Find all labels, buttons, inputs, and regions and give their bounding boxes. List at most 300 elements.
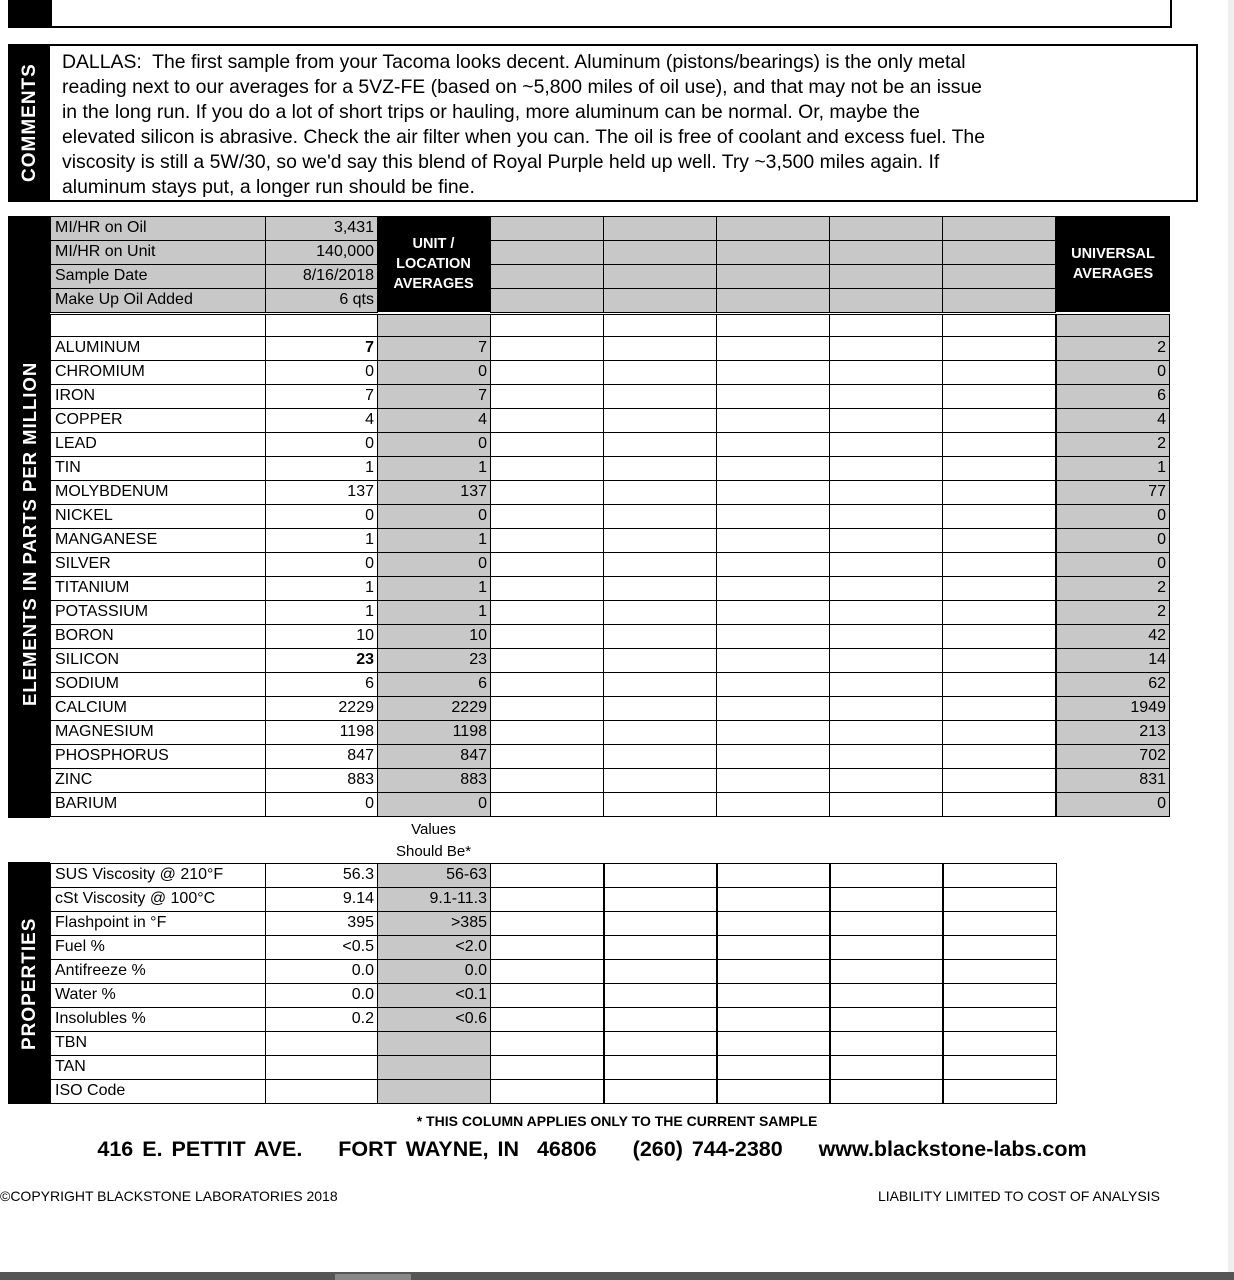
footnote: * THIS COLUMN APPLIES ONLY TO THE CURRENT SAMPLE [416, 1113, 818, 1129]
empty-sample-cell [942, 720, 1056, 745]
info-value: 3,431 [265, 216, 378, 241]
property-name: cSt Viscosity @ 100°C [50, 887, 266, 912]
property-name: Antifreeze % [50, 959, 266, 984]
empty-sample-cell [716, 600, 830, 625]
empty-sample-cell [716, 384, 830, 409]
empty-sample-cell [829, 552, 943, 577]
empty-sample-cell [829, 360, 943, 385]
element-name: ZINC [50, 768, 266, 793]
empty-sample-cell [942, 983, 1057, 1008]
element-value: 10 [265, 624, 378, 649]
element-universal-average: 0 [1056, 360, 1170, 385]
empty-sample-cell [829, 480, 943, 505]
element-unit-average: 23 [377, 648, 491, 673]
empty-sample-cell [829, 983, 944, 1008]
empty-sample-cell [829, 1031, 944, 1056]
empty-sample-cell [490, 336, 604, 361]
element-name: LEAD [50, 432, 266, 457]
property-should-be [377, 1079, 491, 1104]
empty-sample-cell [716, 648, 830, 673]
element-value: 0 [265, 792, 378, 817]
property-should-be [377, 1031, 491, 1056]
blank-row-cell [490, 314, 604, 337]
element-unit-average: 1 [377, 576, 491, 601]
element-unit-average: 0 [377, 432, 491, 457]
empty-sample-cell [942, 528, 1056, 553]
empty-sample-cell [716, 216, 830, 241]
empty-sample-cell [829, 911, 944, 936]
element-universal-average: 702 [1056, 744, 1170, 769]
empty-sample-cell [942, 288, 1056, 313]
empty-sample-cell [942, 1055, 1057, 1080]
empty-sample-cell [829, 935, 944, 960]
empty-sample-cell [490, 456, 604, 481]
empty-sample-cell [829, 600, 943, 625]
property-should-be [377, 1055, 491, 1080]
element-value: 7 [265, 384, 378, 409]
empty-sample-cell [942, 264, 1056, 289]
empty-sample-cell [829, 264, 943, 289]
empty-sample-cell [490, 552, 604, 577]
empty-sample-cell [603, 1079, 718, 1104]
property-should-be: 0.0 [377, 959, 491, 984]
empty-sample-cell [716, 336, 830, 361]
empty-sample-cell [942, 911, 1057, 936]
empty-sample-cell [490, 983, 605, 1008]
empty-sample-cell [603, 480, 717, 505]
values-should-be-header: Should Be* [395, 843, 472, 860]
empty-sample-cell [829, 384, 943, 409]
property-name: Flashpoint in °F [50, 911, 266, 936]
top-side-bar [8, 0, 50, 28]
empty-sample-cell [942, 1031, 1057, 1056]
property-value: 395 [265, 911, 378, 936]
empty-sample-cell [716, 983, 831, 1008]
empty-sample-cell [942, 863, 1057, 888]
comment-line: DALLAS: The first sample from your Tacoma looks decent. Aluminum (pistons/bearings) is the only metal [62, 51, 966, 73]
element-name: BARIUM [50, 792, 266, 817]
info-label: MI/HR on Oil [50, 216, 266, 241]
unit-location-averages-header: UNIT / LOCATION AVERAGES [377, 216, 490, 312]
element-universal-average: 14 [1056, 648, 1170, 673]
comments-text [62, 50, 1062, 200]
property-value [265, 1055, 378, 1080]
property-name: ISO Code [50, 1079, 266, 1104]
property-value [265, 1079, 378, 1104]
element-name: COPPER [50, 408, 266, 433]
empty-sample-cell [942, 576, 1056, 601]
element-universal-average: 77 [1056, 480, 1170, 505]
element-name: NICKEL [50, 504, 266, 529]
elements-side-label: ELEMENTS IN PARTS PER MILLION [19, 361, 40, 706]
element-unit-average: 847 [377, 744, 491, 769]
empty-sample-cell [829, 672, 943, 697]
element-value: 7 [265, 336, 378, 361]
empty-sample-cell [603, 1031, 718, 1056]
empty-sample-cell [716, 504, 830, 529]
empty-sample-cell [942, 1007, 1057, 1032]
empty-sample-cell [942, 456, 1056, 481]
element-name: POTASSIUM [50, 600, 266, 625]
element-unit-average: 1 [377, 528, 491, 553]
element-unit-average: 0 [377, 504, 491, 529]
empty-sample-cell [490, 648, 604, 673]
empty-sample-cell [490, 432, 604, 457]
element-value: 0 [265, 432, 378, 457]
empty-sample-cell [942, 792, 1056, 817]
empty-sample-cell [716, 792, 830, 817]
comment-line: viscosity is still a 5W/30, so we'd say this blend of Royal Purple held up well. Try ~3,500 miles again. If [62, 151, 940, 173]
empty-sample-cell [829, 887, 944, 912]
element-unit-average: 0 [377, 552, 491, 577]
empty-sample-cell [603, 432, 717, 457]
blank-row-cell [50, 314, 266, 337]
empty-sample-cell [716, 768, 830, 793]
element-universal-average: 0 [1056, 552, 1170, 577]
empty-sample-cell [490, 720, 604, 745]
empty-sample-cell [829, 624, 943, 649]
empty-sample-cell [603, 384, 717, 409]
empty-sample-cell [942, 432, 1056, 457]
property-value [265, 1031, 378, 1056]
empty-sample-cell [716, 480, 830, 505]
empty-sample-cell [490, 288, 604, 313]
element-unit-average: 883 [377, 768, 491, 793]
empty-sample-cell [603, 744, 717, 769]
element-unit-average: 0 [377, 792, 491, 817]
elements-side-bar [8, 216, 50, 818]
empty-sample-cell [603, 1055, 718, 1080]
empty-sample-cell [942, 672, 1056, 697]
element-value: 1 [265, 576, 378, 601]
element-name: PHOSPHORUS [50, 744, 266, 769]
empty-sample-cell [942, 648, 1056, 673]
element-value: 1198 [265, 720, 378, 745]
empty-sample-cell [829, 1007, 944, 1032]
empty-sample-cell [829, 504, 943, 529]
property-should-be: <0.6 [377, 1007, 491, 1032]
empty-sample-cell [829, 744, 943, 769]
element-universal-average: 2 [1056, 600, 1170, 625]
element-value: 0 [265, 360, 378, 385]
empty-sample-cell [716, 863, 831, 888]
element-value: 883 [265, 768, 378, 793]
element-value: 23 [265, 648, 378, 673]
element-universal-average: 2 [1056, 336, 1170, 361]
empty-sample-cell [490, 480, 604, 505]
element-value: 2229 [265, 696, 378, 721]
element-universal-average: 1 [1056, 456, 1170, 481]
empty-sample-cell [603, 863, 718, 888]
bottom-scrollbar-track[interactable] [0, 1272, 1234, 1280]
property-name: SUS Viscosity @ 210°F [50, 863, 266, 888]
element-unit-average: 6 [377, 672, 491, 697]
element-unit-average: 2229 [377, 696, 491, 721]
empty-sample-cell [716, 240, 830, 265]
element-name: IRON [50, 384, 266, 409]
property-value: 0.2 [265, 1007, 378, 1032]
info-label: Make Up Oil Added [50, 288, 266, 313]
empty-sample-cell [829, 696, 943, 721]
empty-sample-cell [829, 432, 943, 457]
element-name: SODIUM [50, 672, 266, 697]
empty-sample-cell [603, 887, 718, 912]
empty-sample-cell [603, 528, 717, 553]
property-should-be: <2.0 [377, 935, 491, 960]
empty-sample-cell [829, 336, 943, 361]
element-name: SILICON [50, 648, 266, 673]
comments-box [50, 44, 1198, 202]
empty-sample-cell [603, 696, 717, 721]
element-unit-average: 137 [377, 480, 491, 505]
element-unit-average: 1 [377, 456, 491, 481]
blank-row-cell [377, 314, 491, 337]
property-should-be: 9.1-11.3 [377, 887, 491, 912]
element-name: MOLYBDENUM [50, 480, 266, 505]
empty-sample-cell [490, 360, 604, 385]
empty-sample-cell [942, 408, 1056, 433]
empty-sample-cell [942, 552, 1056, 577]
property-name: Fuel % [50, 935, 266, 960]
empty-sample-cell [829, 648, 943, 673]
element-name: BORON [50, 624, 266, 649]
empty-sample-cell [490, 528, 604, 553]
element-value: 6 [265, 672, 378, 697]
empty-sample-cell [716, 959, 831, 984]
empty-sample-cell [716, 696, 830, 721]
empty-sample-cell [716, 288, 830, 313]
values-should-be-header: Values [411, 821, 456, 838]
empty-sample-cell [603, 672, 717, 697]
empty-sample-cell [942, 959, 1057, 984]
element-universal-average: 42 [1056, 624, 1170, 649]
empty-sample-cell [942, 887, 1057, 912]
property-name: TBN [50, 1031, 266, 1056]
element-unit-average: 0 [377, 360, 491, 385]
info-label: MI/HR on Unit [50, 240, 266, 265]
info-value: 8/16/2018 [265, 264, 378, 289]
empty-sample-cell [490, 768, 604, 793]
empty-sample-cell [603, 216, 717, 241]
empty-sample-cell [942, 935, 1057, 960]
empty-sample-cell [829, 576, 943, 601]
empty-sample-cell [716, 1079, 831, 1104]
empty-sample-cell [603, 768, 717, 793]
empty-sample-cell [716, 624, 830, 649]
blank-row-cell [829, 314, 943, 337]
empty-sample-cell [603, 456, 717, 481]
empty-sample-cell [829, 528, 943, 553]
empty-sample-cell [942, 480, 1056, 505]
element-name: MAGNESIUM [50, 720, 266, 745]
element-universal-average: 0 [1056, 792, 1170, 817]
property-name: Water % [50, 983, 266, 1008]
empty-sample-cell [490, 576, 604, 601]
element-name: CHROMIUM [50, 360, 266, 385]
element-universal-average: 1949 [1056, 696, 1170, 721]
empty-sample-cell [942, 336, 1056, 361]
comments-label: COMMENTS [19, 63, 40, 182]
empty-sample-cell [829, 863, 944, 888]
empty-sample-cell [716, 1031, 831, 1056]
empty-sample-cell [603, 959, 718, 984]
empty-sample-cell [942, 624, 1056, 649]
element-universal-average: 831 [1056, 768, 1170, 793]
liability-note: LIABILITY LIMITED TO COST OF ANALYSIS [878, 1188, 1160, 1204]
empty-sample-cell [490, 264, 604, 289]
empty-sample-cell [829, 959, 944, 984]
element-name: SILVER [50, 552, 266, 577]
empty-sample-cell [829, 456, 943, 481]
empty-sample-cell [490, 1031, 605, 1056]
blank-row-cell [265, 314, 378, 337]
empty-sample-cell [829, 720, 943, 745]
blank-row-cell [942, 314, 1056, 337]
element-unit-average: 7 [377, 384, 491, 409]
element-universal-average: 213 [1056, 720, 1170, 745]
element-universal-average: 0 [1056, 528, 1170, 553]
element-unit-average: 7 [377, 336, 491, 361]
empty-sample-cell [829, 240, 943, 265]
element-value: 1 [265, 600, 378, 625]
blank-row-cell [603, 314, 717, 337]
empty-sample-cell [829, 792, 943, 817]
empty-sample-cell [490, 384, 604, 409]
element-name: ALUMINUM [50, 336, 266, 361]
element-name: TIN [50, 456, 266, 481]
comment-line: reading next to our averages for a 5VZ-FE (based on ~5,800 miles of oil use), and that may not be an issue [62, 76, 982, 98]
lab-address: 416 E. PETTIT AVE. FORT WAYNE, IN 46806 (260) 744-2380 www.blackstone-labs.com [97, 1137, 1087, 1161]
empty-sample-cell [490, 744, 604, 769]
empty-sample-cell [490, 696, 604, 721]
property-should-be: <0.1 [377, 983, 491, 1008]
empty-sample-cell [603, 336, 717, 361]
empty-sample-cell [716, 552, 830, 577]
empty-sample-cell [716, 432, 830, 457]
property-name: TAN [50, 1055, 266, 1080]
empty-sample-cell [603, 264, 717, 289]
empty-sample-cell [490, 216, 604, 241]
element-value: 847 [265, 744, 378, 769]
empty-sample-cell [942, 384, 1056, 409]
empty-sample-cell [603, 720, 717, 745]
empty-sample-cell [942, 504, 1056, 529]
info-value: 140,000 [265, 240, 378, 265]
element-unit-average: 10 [377, 624, 491, 649]
element-universal-average: 2 [1056, 432, 1170, 457]
empty-sample-cell [603, 624, 717, 649]
blank-row-cell [1056, 314, 1170, 337]
empty-sample-cell [490, 240, 604, 265]
empty-sample-cell [829, 216, 943, 241]
info-value: 6 qts [265, 288, 378, 313]
empty-sample-cell [716, 528, 830, 553]
empty-sample-cell [490, 624, 604, 649]
empty-sample-cell [829, 288, 943, 313]
element-name: MANGANESE [50, 528, 266, 553]
property-value: 0.0 [265, 959, 378, 984]
comment-line: elevated silicon is abrasive. Check the air filter when you can. The oil is free of coolant and excess fuel. The [62, 126, 985, 148]
empty-sample-cell [942, 240, 1056, 265]
empty-sample-cell [942, 768, 1056, 793]
element-unit-average: 1198 [377, 720, 491, 745]
empty-sample-cell [716, 887, 831, 912]
empty-sample-cell [490, 1055, 605, 1080]
empty-sample-cell [603, 504, 717, 529]
empty-sample-cell [603, 552, 717, 577]
empty-sample-cell [603, 935, 718, 960]
empty-sample-cell [716, 672, 830, 697]
empty-sample-cell [716, 408, 830, 433]
top-box [50, 0, 1172, 28]
empty-sample-cell [490, 504, 604, 529]
blank-row-cell [716, 314, 830, 337]
comments-side-bar [8, 44, 50, 202]
empty-sample-cell [829, 1055, 944, 1080]
empty-sample-cell [716, 456, 830, 481]
element-value: 1 [265, 528, 378, 553]
universal-averages-header: UNIVERSAL AVERAGES [1056, 216, 1170, 312]
element-universal-average: 2 [1056, 576, 1170, 601]
empty-sample-cell [490, 792, 604, 817]
element-name: CALCIUM [50, 696, 266, 721]
properties-side-label: PROPERTIES [19, 917, 40, 1050]
empty-sample-cell [716, 1055, 831, 1080]
element-value: 0 [265, 552, 378, 577]
property-value: 0.0 [265, 983, 378, 1008]
empty-sample-cell [603, 576, 717, 601]
empty-sample-cell [603, 792, 717, 817]
empty-sample-cell [716, 935, 831, 960]
empty-sample-cell [603, 600, 717, 625]
empty-sample-cell [942, 1079, 1057, 1104]
empty-sample-cell [603, 648, 717, 673]
empty-sample-cell [829, 1079, 944, 1104]
empty-sample-cell [490, 1007, 605, 1032]
copyright: ©COPYRIGHT BLACKSTONE LABORATORIES 2018 [0, 1188, 338, 1204]
empty-sample-cell [490, 672, 604, 697]
element-universal-average: 6 [1056, 384, 1170, 409]
properties-side-bar [8, 862, 50, 1104]
empty-sample-cell [603, 911, 718, 936]
empty-sample-cell [490, 408, 604, 433]
property-should-be: >385 [377, 911, 491, 936]
empty-sample-cell [716, 1007, 831, 1032]
comment-line: in the long run. If you do a lot of short trips or hauling, more aluminum can be normal. Or, maybe the [62, 101, 920, 123]
info-label: Sample Date [50, 264, 266, 289]
element-value: 4 [265, 408, 378, 433]
empty-sample-cell [490, 887, 605, 912]
bottom-scrollbar-thumb[interactable] [335, 1274, 411, 1280]
element-universal-average: 0 [1056, 504, 1170, 529]
property-value: 56.3 [265, 863, 378, 888]
empty-sample-cell [603, 408, 717, 433]
empty-sample-cell [603, 360, 717, 385]
empty-sample-cell [490, 959, 605, 984]
empty-sample-cell [490, 935, 605, 960]
empty-sample-cell [603, 983, 718, 1008]
element-universal-average: 62 [1056, 672, 1170, 697]
empty-sample-cell [490, 911, 605, 936]
property-value: 9.14 [265, 887, 378, 912]
empty-sample-cell [603, 1007, 718, 1032]
property-value: <0.5 [265, 935, 378, 960]
empty-sample-cell [603, 240, 717, 265]
element-value: 137 [265, 480, 378, 505]
empty-sample-cell [829, 408, 943, 433]
empty-sample-cell [942, 600, 1056, 625]
empty-sample-cell [716, 576, 830, 601]
